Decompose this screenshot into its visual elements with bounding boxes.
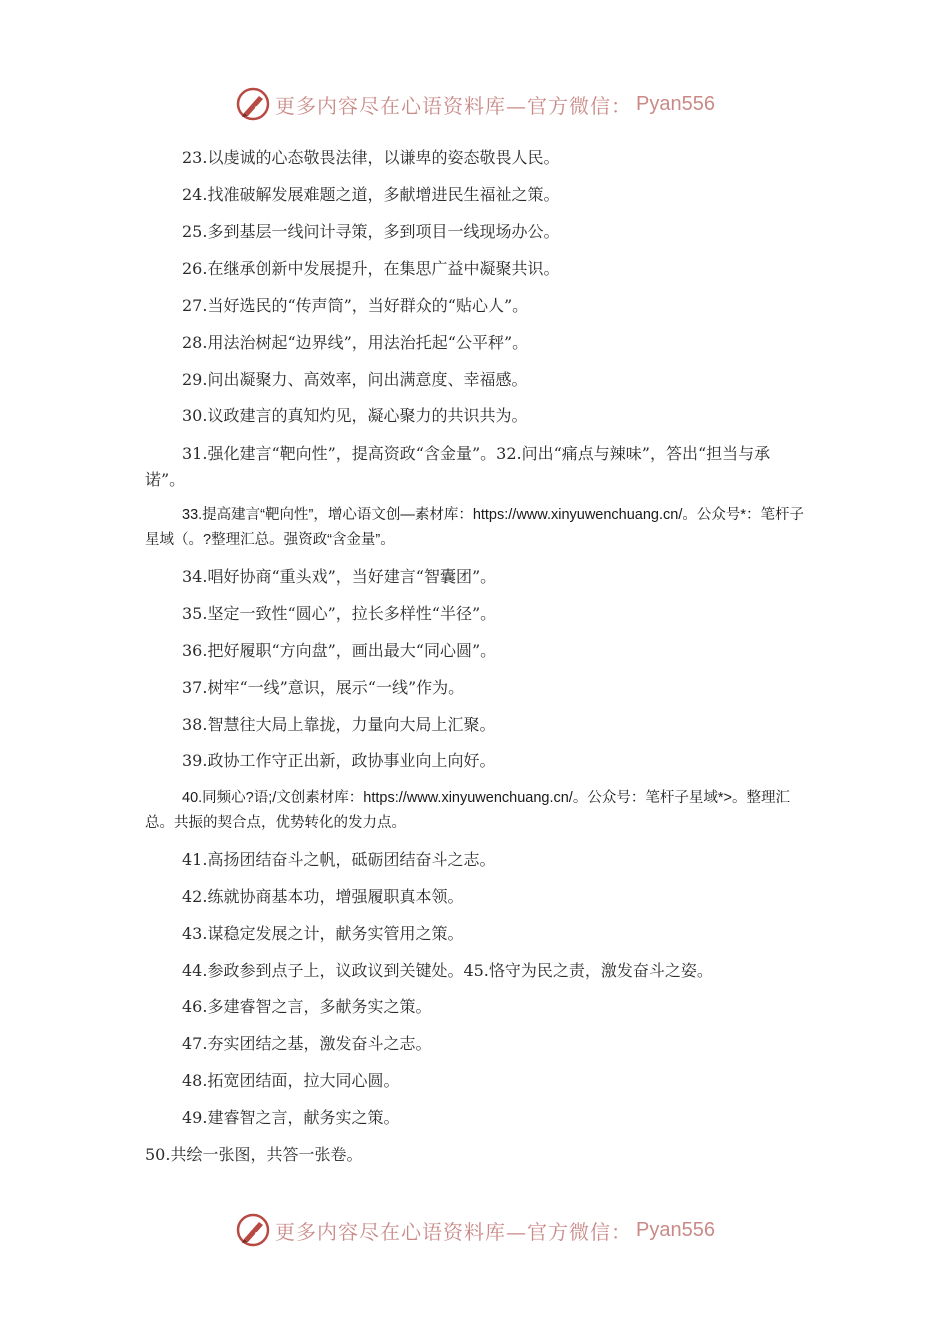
list-item: 27.当好选民的“传声筒”，当好群众的“贴心人”。 xyxy=(182,296,529,315)
list-item: 24.找准破解发展难题之道，多献增进民生福祉之策。 xyxy=(182,185,560,204)
list-item: 37.树牢“一线”意识，展示“一线”作为。 xyxy=(182,678,465,697)
list-item: 42.练就协商基本功，增强履职真本领。 xyxy=(182,887,464,906)
list-item: 39.政协工作守正出新，政协事业向上向好。 xyxy=(182,751,496,770)
watermark-text: 更多内容尽在心语资料库—官方微信： xyxy=(275,93,633,118)
list-item: 43.谋稳定发展之计，献务实管用之策。 xyxy=(182,924,464,943)
list-item: 26.在继承创新中发展提升，在集思广益中凝聚共识。 xyxy=(182,259,560,278)
list-item: 40.同频心?语;/文创素材库：https://www.xinyuwenchuang.cn/。公众号：笔杆子星域*>。整理汇总。共振的契合点，优势转化的发力点。 xyxy=(145,790,790,831)
list-item: 49.建睿智之言，献务实之策。 xyxy=(182,1108,400,1127)
list-item: 38.智慧往大局上靠拢，力量向大局上汇聚。 xyxy=(182,715,496,734)
list-item: 46.多建睿智之言，多献务实之策。 xyxy=(182,997,432,1016)
list-item: 50.共绘一张图，共答一张卷。 xyxy=(145,1145,363,1164)
pen-logo-icon xyxy=(235,86,271,122)
list-item: 25.多到基层一线问计寻策，多到项目一线现场办公。 xyxy=(182,222,560,241)
watermark-text: 更多内容尽在心语资料库—官方微信： xyxy=(275,1219,633,1244)
list-item: 30.议政建言的真知灼见，凝心聚力的共识共为。 xyxy=(182,406,528,425)
footer-watermark xyxy=(0,1210,950,1250)
list-item: 48.拓宽团结面，拉大同心圆。 xyxy=(182,1071,400,1090)
list-item: 47.夯实团结之基，激发奋斗之志。 xyxy=(182,1034,432,1053)
list-item: 23.以虔诚的心态敬畏法律，以谦卑的姿态敬畏人民。 xyxy=(182,148,560,167)
list-item: 31.强化建言“靶向性”，提高资政“含金量”。32.问出“痛点与辣味”，答出“担当与承诺”。 xyxy=(145,444,771,489)
header-watermark xyxy=(0,84,950,124)
list-item: 28.用法治树起“边界线”，用法治托起“公平秤”。 xyxy=(182,333,529,352)
pen-logo-icon xyxy=(235,1212,271,1248)
watermark-id: Pyan556 xyxy=(636,92,715,115)
list-item: 29.问出凝聚力、高效率，问出满意度、幸福感。 xyxy=(182,370,528,389)
list-item: 35.坚定一致性“圆心”，拉长多样性“半径”。 xyxy=(182,604,497,623)
list-item: 33.提高建言“靶向性”，增心语文创—素材库：https://www.xinyuwenchuang.cn/。公众号*：笔杆子星域（。?整理汇总。强资政“含金量”。 xyxy=(145,507,805,548)
list-item: 41.高扬团结奋斗之帆，砥砺团结奋斗之志。 xyxy=(182,850,496,869)
list-item: 34.唱好协商“重头戏”，当好建言“智囊团”。 xyxy=(182,567,497,586)
watermark-id: Pyan556 xyxy=(636,1218,715,1241)
list-item: 36.把好履职“方向盘”，画出最大“同心圆”。 xyxy=(182,641,497,660)
list-item: 44.参政参到点子上，议政议到关键处。45.恪守为民之责，激发奋斗之姿。 xyxy=(182,961,713,980)
